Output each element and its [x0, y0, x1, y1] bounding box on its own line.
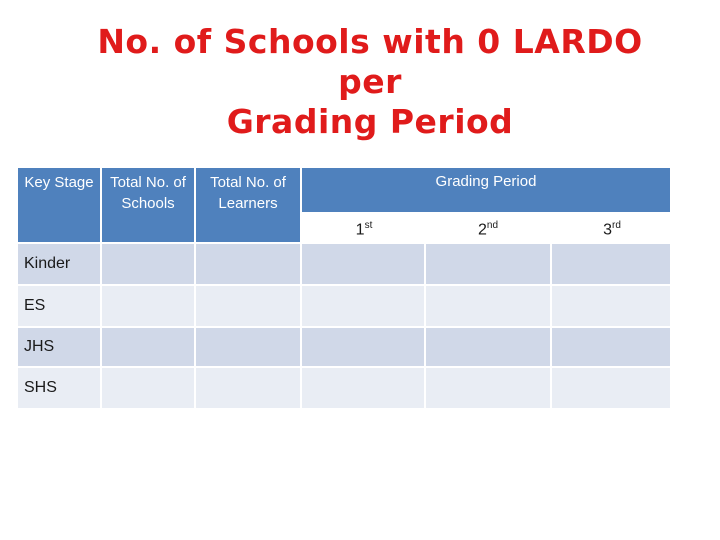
period-1st-number: 1	[355, 221, 365, 239]
table-cell	[102, 286, 194, 326]
period-1st	[302, 220, 426, 242]
table-cell	[302, 328, 424, 366]
row-label-jhs: JHS	[18, 328, 100, 366]
slide-title-line-1: No. of Schools with 0 LARDO per	[97, 22, 643, 101]
table-cell	[302, 286, 424, 326]
table-cell	[426, 368, 550, 408]
table-cell	[426, 244, 550, 284]
table-cell	[102, 328, 194, 366]
period-3rd	[550, 220, 674, 242]
period-3rd-suffix: rd	[612, 220, 621, 231]
table-cell	[552, 244, 670, 284]
header-total-learners: Total No. of Learners	[196, 168, 300, 242]
period-3rd-number: 3	[603, 221, 612, 239]
header-total-schools: Total No. of Schools	[102, 168, 194, 242]
header-key-stage: Key Stage	[18, 168, 100, 242]
slide-title	[60, 22, 680, 142]
table-cell	[426, 286, 550, 326]
period-1st-suffix: st	[364, 220, 373, 231]
period-2nd-suffix: nd	[486, 220, 499, 231]
table-cell	[196, 244, 300, 284]
table-cell	[302, 244, 424, 284]
table-cell	[196, 286, 300, 326]
row-label-shs: SHS	[18, 368, 100, 408]
row-label-kinder: Kinder	[18, 244, 100, 284]
row-label-es: ES	[18, 286, 100, 326]
table-cell	[426, 328, 550, 366]
period-2nd-number: 2	[477, 221, 487, 239]
table-cell	[196, 328, 300, 366]
table-cell	[552, 368, 670, 408]
period-2nd	[426, 220, 550, 242]
table-cell	[102, 368, 194, 408]
table-cell	[102, 244, 194, 284]
slide-title-line-2: Grading Period	[226, 102, 514, 141]
table-cell	[552, 286, 670, 326]
header-grading-period: Grading Period	[302, 168, 670, 212]
table-cell	[552, 328, 670, 366]
table-cell	[196, 368, 300, 408]
table-cell	[302, 368, 424, 408]
